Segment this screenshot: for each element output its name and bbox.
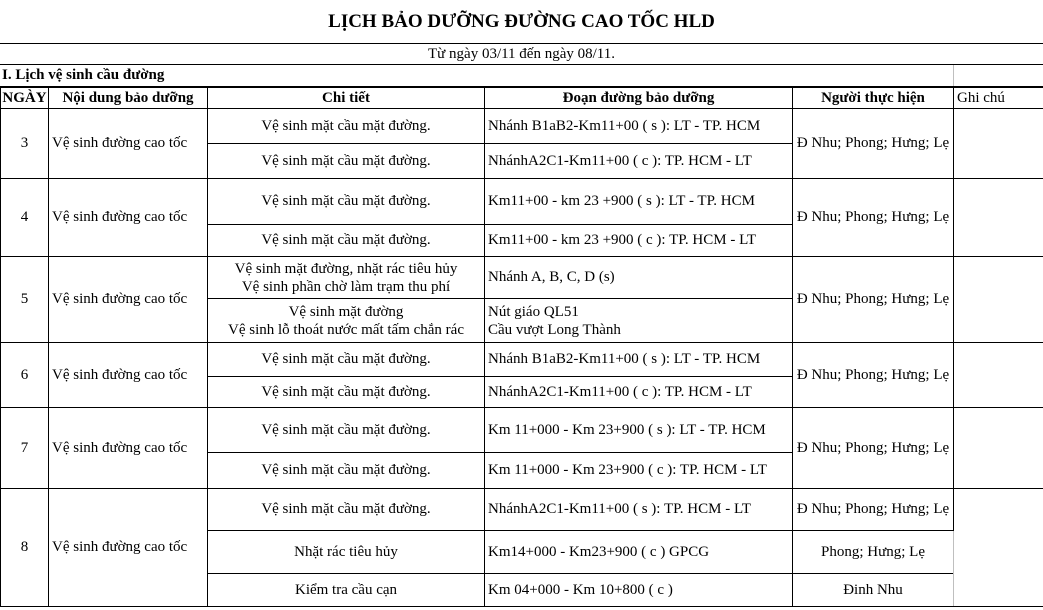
section-line: Nút giáo QL51 [488, 303, 579, 320]
section-cell: NhánhA2C1-Km11+00 ( c ): TP. HCM - LT [485, 144, 793, 179]
detail-cell: Vệ sinh mặt cầu mặt đường. [208, 343, 485, 377]
header-ghi-chu: Ghi chú [954, 88, 1043, 109]
table-row [1, 489, 1043, 531]
detail-cell: Vệ sinh mặt cầu mặt đường. [208, 109, 485, 144]
day-cell: 3 [1, 109, 49, 179]
table-row [1, 257, 1043, 299]
person-cell: Đ Nhu; Phong; Hưng; Lẹ [793, 109, 954, 179]
section-cell: NhánhA2C1-Km11+00 ( c ): TP. HCM - LT [485, 377, 793, 408]
header-noi-dung: Nội dung bảo dưỡng [49, 88, 208, 109]
person-cell: Đ Nhu; Phong; Hưng; Lẹ [793, 408, 954, 489]
note-cell[interactable] [954, 109, 1043, 179]
day-cell: 6 [1, 343, 49, 408]
note-cell[interactable] [954, 257, 1043, 343]
person-cell: Đ Nhu; Phong; Hưng; Lẹ [793, 257, 954, 343]
section-cell: Km 04+000 - Km 10+800 ( c ) [485, 574, 793, 607]
schedule-table [0, 87, 1043, 607]
detail-cell: Nhặt rác tiêu hủy [208, 531, 485, 574]
content-cell: Vệ sinh đường cao tốc [49, 109, 208, 179]
detail-line: Vệ sinh phần chờ làm trạm thu phí [241, 278, 451, 295]
table-row [1, 109, 1043, 144]
detail-cell: Vệ sinh mặt cầu mặt đường. [208, 144, 485, 179]
date-range: Từ ngày 03/11 đến ngày 08/11. [428, 46, 615, 62]
detail-cell: Vệ sinh mặt cầu mặt đường. [208, 377, 485, 408]
day-cell: 5 [1, 257, 49, 343]
header-ngay: NGÀY [1, 88, 49, 109]
section-heading: I. Lịch vệ sinh cầu đường [2, 67, 165, 83]
section-cell: Km 11+000 - Km 23+900 ( s ): LT - TP. HCM [485, 408, 793, 453]
detail-cell [208, 257, 485, 299]
detail-line: Vệ sinh mặt đường [288, 303, 404, 320]
table-row [1, 343, 1043, 377]
detail-line: Vệ sinh lỗ thoát nước mất tấm chắn rác [228, 321, 464, 338]
table-row [1, 179, 1043, 225]
section-cell [485, 299, 793, 343]
detail-cell: Vệ sinh mặt cầu mặt đường. [208, 408, 485, 453]
section-line: Cầu vượt Long Thành [488, 321, 621, 338]
header-nguoi: Người thực hiện [793, 88, 954, 109]
section-cell: Nhánh A, B, C, D (s) [485, 257, 793, 299]
person-cell: Đ Nhu; Phong; Hưng; Lẹ [793, 179, 954, 257]
header-doan-duong: Đoạn đường bảo dưỡng [485, 88, 793, 109]
person-cell: Đ Nhu; Phong; Hưng; Lẹ [793, 343, 954, 408]
person-cell: Phong; Hưng; Lẹ [793, 531, 954, 574]
header-row [1, 88, 1043, 109]
detail-cell: Vệ sinh mặt cầu mặt đường. [208, 225, 485, 257]
note-cell[interactable] [954, 489, 1043, 607]
content-cell: Vệ sinh đường cao tốc [49, 257, 208, 343]
section-cell: Km14+000 - Km23+900 ( c ) GPCG [485, 531, 793, 574]
note-cell[interactable] [954, 408, 1043, 489]
detail-cell: Kiểm tra cầu cạn [208, 574, 485, 607]
detail-cell: Vệ sinh mặt cầu mặt đường. [208, 453, 485, 489]
detail-cell: Vệ sinh mặt cầu mặt đường. [208, 489, 485, 531]
section-cell: Nhánh B1aB2-Km11+00 ( s ): LT - TP. HCM [485, 109, 793, 144]
detail-cell [208, 299, 485, 343]
day-cell: 8 [1, 489, 49, 607]
note-cell[interactable] [954, 179, 1043, 257]
content-cell: Vệ sinh đường cao tốc [49, 408, 208, 489]
person-cell: Đinh Nhu [793, 574, 954, 607]
detail-line: Vệ sinh mặt đường, nhặt rác tiêu hủy [234, 260, 458, 277]
section-cell: NhánhA2C1-Km11+00 ( s ): TP. HCM - LT [485, 489, 793, 531]
content-cell: Vệ sinh đường cao tốc [49, 489, 208, 607]
section-cell: Km 11+000 - Km 23+900 ( c ): TP. HCM - LT [485, 453, 793, 489]
section-cell: Km11+00 - km 23 +900 ( s ): LT - TP. HCM [485, 179, 793, 225]
sheet-title: LỊCH BẢO DƯỠNG ĐƯỜNG CAO TỐC HLD [0, 0, 1043, 44]
section-cell: Km11+00 - km 23 +900 ( c ): TP. HCM - LT [485, 225, 793, 257]
table-row [1, 408, 1043, 453]
gridline [953, 65, 954, 86]
day-cell: 4 [1, 179, 49, 257]
person-cell: Đ Nhu; Phong; Hưng; Lẹ [793, 489, 954, 531]
section-cell: Nhánh B1aB2-Km11+00 ( s ): LT - TP. HCM [485, 343, 793, 377]
day-cell: 7 [1, 408, 49, 489]
content-cell: Vệ sinh đường cao tốc [49, 343, 208, 408]
header-chi-tiet: Chi tiết [208, 88, 485, 109]
detail-cell: Vệ sinh mặt cầu mặt đường. [208, 179, 485, 225]
note-cell[interactable] [954, 343, 1043, 408]
content-cell: Vệ sinh đường cao tốc [49, 179, 208, 257]
